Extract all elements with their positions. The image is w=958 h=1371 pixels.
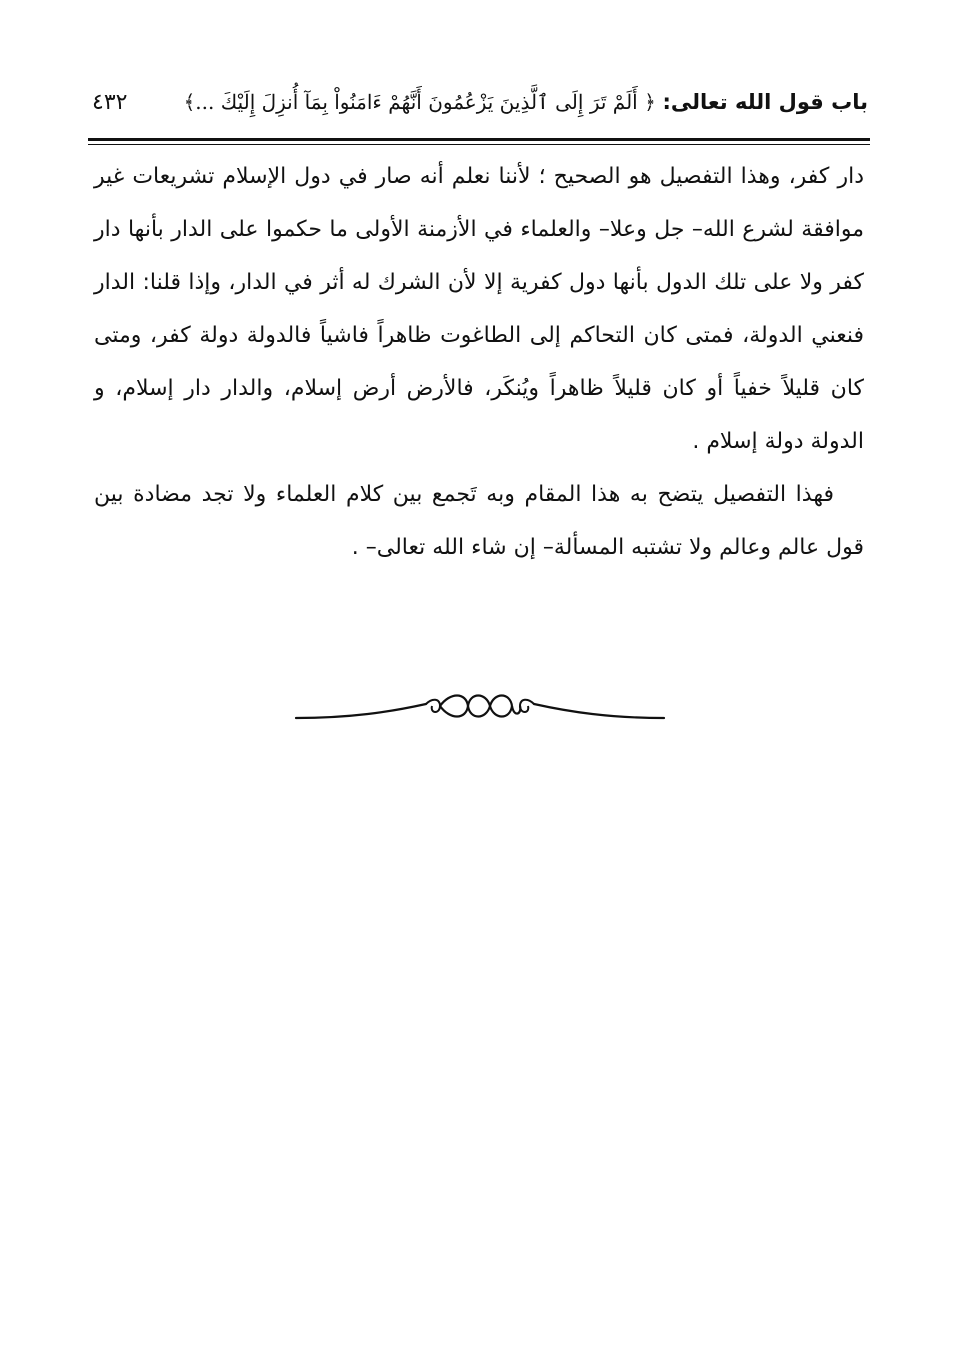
header-rule	[88, 138, 870, 141]
running-header	[92, 80, 868, 124]
decorative-scroll-divider-icon	[290, 684, 670, 730]
paragraph-1: دار كفر، وهذا التفصيل هو الصحيح ؛ لأننا نعلم أنه صار في دول الإسلام تشريعات غير موافقة لشرع الله– جل وعلا– والعلماء في الأزمنة الأولى ما حكموا على الدار بأنها دار كفر ولا على تلك الدول بأنها دول كفرية إلا لأن الشرك له أثر في الدار، وإذا قلنا: الدار فنعني الدولة، فمتى كان التحاكم إلى الطاغوت ظاهراً فاشياً فالدولة دولة كفر، ومتى كان قليلاً خفياً أو كان قليلاً ظاهراً ويُنكَر، فالأرض أرض إسلام، والدار دار إسلام، و الدولة دولة إسلام .	[94, 164, 864, 454]
paragraph-2: فهذا التفصيل يتضح به هذا المقام وبه تَجمع بين كلام العلماء ولا تجد مضادة بين قول عالم وعالم ولا تشتبه المسألة– إن شاء الله تعالى– .	[94, 482, 864, 560]
header-rule-thin	[88, 144, 870, 145]
body-text	[94, 150, 864, 574]
page-number: ٤٣٢	[92, 89, 128, 115]
chapter-label: باب قول الله تعالى:	[662, 90, 868, 114]
quran-verse: ﴿ أَلَمْ تَرَ إِلَى ٱلَّذِينَ يَزْعُمُونَ أَنَّهُمْ ءَامَنُواْ بِمَآ أُنزِلَ إِلَيْكَ ...﴾	[183, 90, 656, 114]
header-title	[184, 90, 868, 114]
